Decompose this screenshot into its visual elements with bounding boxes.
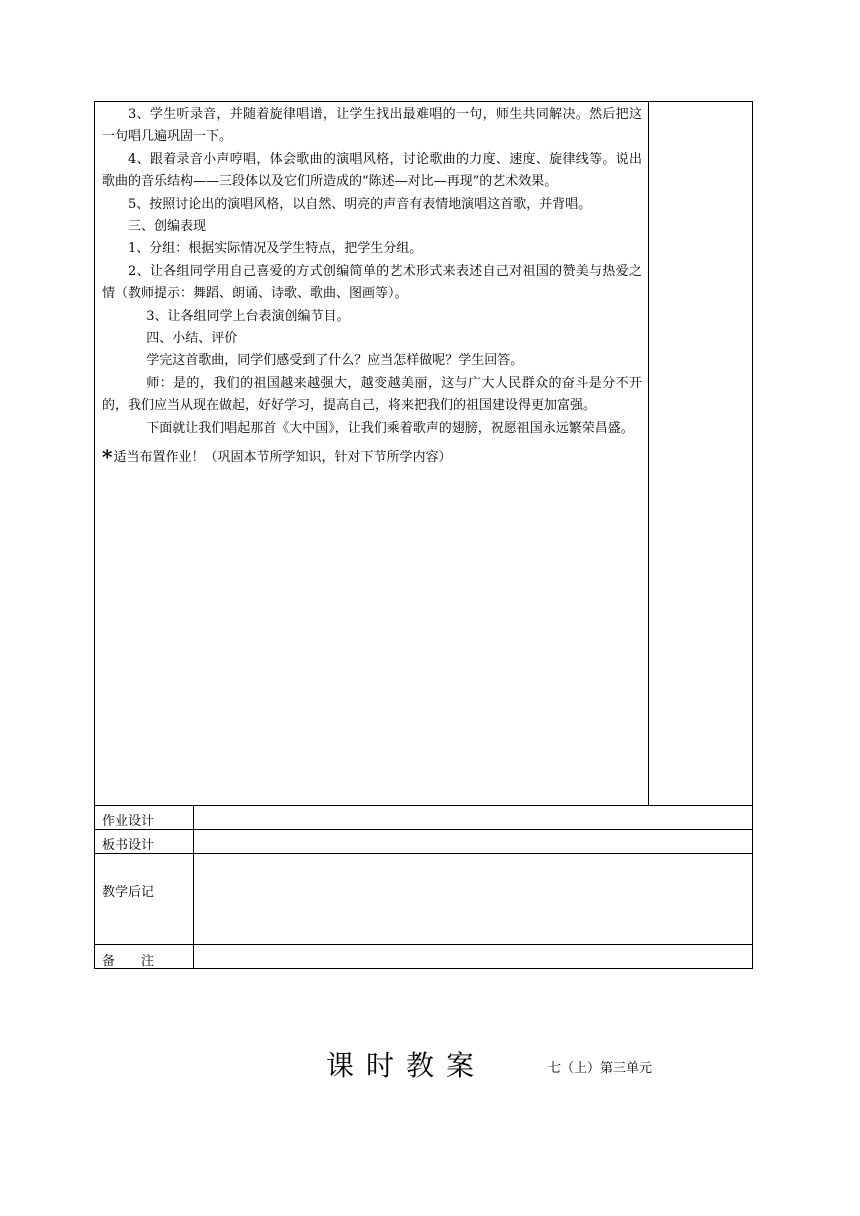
step-5-paragraph: 5、按照讨论出的演唱风格，以自然、明亮的声音有表情地演唱这首歌，并背唱。 <box>128 196 592 212</box>
page-title: 课时教案 <box>326 1049 487 1082</box>
step-4-paragraph: 4、跟着录音小声哼唱，体会歌曲的演唱风格，讨论歌曲的力度、速度、旋律线等。说出歌曲的音乐结构——三段体以及它们所造成的“陈述—对比—再现”的艺术效果。 <box>102 151 642 190</box>
closing-paragraph: 下面就让我们唱起那首《大中国》，让我们乘着歌声的翅膀，祝愿祖国永远繁荣昌盛。 <box>146 420 634 436</box>
teaching-process <box>102 104 642 470</box>
teacher-remark-paragraph: 师：是的，我们的祖国越来越强大，越变越美丽，这与广大人民群众的奋斗是分不开的，我们应当从现在做起，好好学习，提高自己，将来把我们的祖国建设得更加富强。 <box>102 375 642 414</box>
creation-paragraph: 2、让各组同学用自己喜爱的方式创编简单的艺术形式来表述自己对祖国的赞美与热爱之情（教师提示：舞蹈、朗诵、诗歌、歌曲、图画等）。 <box>102 263 642 302</box>
side-column-divider <box>648 101 649 806</box>
homework-design-label: 作业设计 <box>102 814 155 829</box>
homework-note <box>102 446 642 469</box>
homework-note-text: 适当布置作业！（巩固本节所学知识，针对下节所学内容） <box>113 450 452 466</box>
board-design-label: 板书设计 <box>102 838 155 853</box>
question-paragraph: 学完这首歌曲，同学们感受到了什么？应当怎样做呢？学生回答。 <box>146 353 524 369</box>
section-3-heading: 三、创编表现 <box>128 219 207 235</box>
performance-paragraph: 3、让各组同学上台表演创编节目。 <box>146 308 350 324</box>
label-column-divider <box>193 805 194 969</box>
step-3-paragraph: 3、学生听录音，并随着旋律唱谱，让学生找出最难唱的一句，师生共同解决。然后把这一句唱几遍巩固一下。 <box>102 107 642 145</box>
teaching-reflection-label: 教学后记 <box>102 885 155 900</box>
unit-label: 七（上）第三单元 <box>548 1061 653 1076</box>
asterisk-icon: * <box>102 445 113 470</box>
remarks-label: 备 注 <box>102 954 155 969</box>
grouping-paragraph: 1、分组：根据实际情况及学生特点，把学生分组。 <box>128 241 423 257</box>
section-4-heading: 四、小结、评价 <box>146 331 238 347</box>
